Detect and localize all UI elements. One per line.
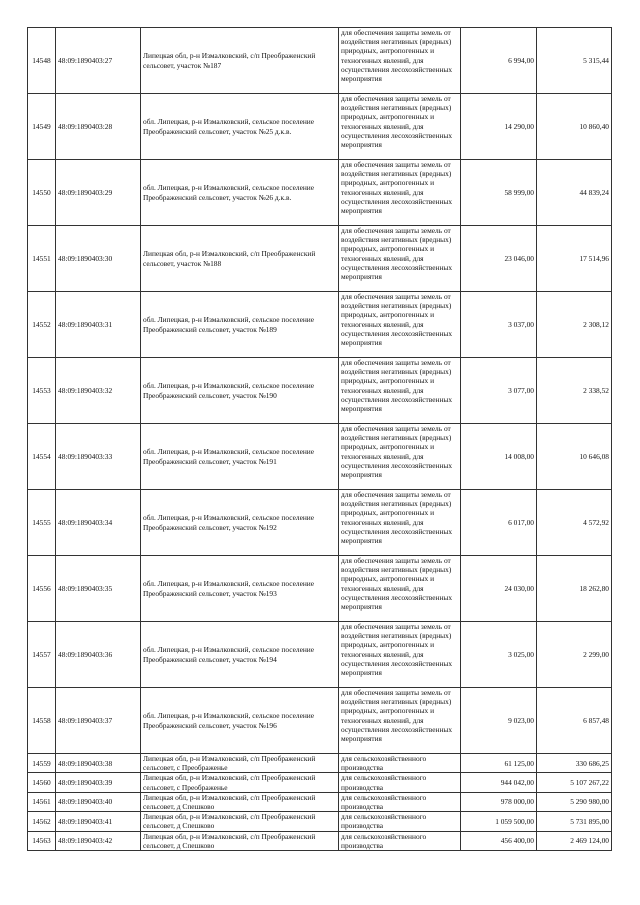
cadastral-number: 48:09:1890403:35: [58, 583, 113, 593]
table-row: [28, 424, 612, 490]
address: обл. Липецкая, р-н Измалковский, сельское поселение Преображенский сельсовет, участок №26 д.к.в.: [143, 183, 315, 202]
row-number: 14553: [32, 385, 51, 395]
cadastral-number-cell: [56, 773, 141, 792]
value-1: 3 077,00: [508, 385, 534, 395]
value-1: 6 994,00: [508, 55, 534, 65]
value-1-cell: [461, 226, 537, 292]
permitted-use-cell: [339, 754, 461, 773]
address: Липецкая обл, р-н Измалковский, с/п Преображенский сельсовет, д Спешково: [143, 792, 316, 812]
cadastral-number: 48:09:1890403:41: [58, 816, 113, 826]
row-number-cell: [28, 773, 56, 792]
row-number: 14558: [32, 715, 51, 725]
row-number-cell: [28, 28, 56, 94]
value-2: 5 731 895,00: [570, 816, 609, 826]
table-row: [28, 754, 612, 773]
table-body: [28, 28, 612, 851]
row-number: 14555: [32, 517, 51, 527]
address-cell: [141, 160, 339, 226]
row-number-cell: [28, 812, 56, 831]
cadastral-number-cell: [56, 831, 141, 850]
permitted-use: для обеспечения защиты земель от воздействия негативных (вредных) природных, антропогенных и техногенных явлений, для осуществления лесохозяйственных мероприятия: [341, 94, 453, 150]
cadastral-number-cell: [56, 28, 141, 94]
permitted-use: для обеспечения защиты земель от воздействия негативных (вредных) природных, антропогенных и техногенных явлений, для осуществления лесохозяйственных мероприятия: [341, 622, 453, 678]
address-cell: [141, 754, 339, 773]
value-2: 4 572,92: [583, 517, 609, 527]
row-number: 14562: [32, 816, 51, 826]
permitted-use: для сельскохозяйственного производства: [341, 773, 427, 792]
address: Липецкая обл, р-н Измалковский, с/п Преображенский сельсовет, с Преображенье: [143, 754, 316, 773]
permitted-use-cell: [339, 792, 461, 811]
address: обл. Липецкая, р-н Измалковский, сельское поселение Преображенский сельсовет, участок №192: [143, 513, 315, 532]
row-number: 14551: [32, 253, 51, 263]
value-1: 9 023,00: [508, 715, 534, 725]
value-2-cell: [537, 792, 612, 811]
address-cell: [141, 622, 339, 688]
table-row: [28, 292, 612, 358]
value-1-cell: [461, 28, 537, 94]
row-number: 14552: [32, 319, 51, 329]
value-1: 6 017,00: [508, 517, 534, 527]
row-number: 14561: [32, 797, 51, 807]
permitted-use: для сельскохозяйственного производства: [341, 754, 427, 773]
permitted-use: для обеспечения защиты земель от воздействия негативных (вредных) природных, антропогенных и техногенных явлений, для осуществления лесохозяйственных мероприятия: [341, 556, 453, 612]
value-2: 18 262,80: [579, 583, 609, 593]
row-number: 14548: [32, 55, 51, 65]
table-row: [28, 812, 612, 831]
permitted-use-cell: [339, 773, 461, 792]
cadastral-number: 48:09:1890403:31: [58, 319, 113, 329]
address-cell: [141, 792, 339, 811]
cadastral-number: 48:09:1890403:28: [58, 121, 113, 131]
address: Липецкая обл, р-н Измалковский, с/п Преображенский сельсовет, с Преображенье: [143, 773, 316, 792]
cadastral-number-cell: [56, 622, 141, 688]
table-row: [28, 688, 612, 754]
address-cell: [141, 556, 339, 622]
cadastral-number: 48:09:1890403:40: [58, 797, 113, 807]
table-row: [28, 556, 612, 622]
cadastral-number-cell: [56, 688, 141, 754]
value-2-cell: [537, 424, 612, 490]
permitted-use: для сельскохозяйственного производства: [341, 792, 427, 812]
value-1-cell: [461, 424, 537, 490]
value-1: 58 999,00: [504, 187, 534, 197]
permitted-use-cell: [339, 812, 461, 831]
value-2: 5 107 267,22: [570, 778, 609, 787]
value-1: 23 046,00: [504, 253, 534, 263]
row-number-cell: [28, 556, 56, 622]
permitted-use: для обеспечения защиты земель от воздействия негативных (вредных) природных, антропогенных и техногенных явлений, для осуществления лесохозяйственных мероприятия: [341, 226, 453, 282]
land-plots-table: [27, 27, 612, 851]
value-1: 944 042,00: [500, 778, 534, 787]
cadastral-number: 48:09:1890403:30: [58, 253, 113, 263]
address-cell: [141, 292, 339, 358]
cadastral-number-cell: [56, 812, 141, 831]
cadastral-number: 48:09:1890403:33: [58, 451, 113, 461]
address: обл. Липецкая, р-н Измалковский, сельское поселение Преображенский сельсовет, участок №25 д.к.в.: [143, 117, 315, 136]
row-number-cell: [28, 292, 56, 358]
cadastral-number-cell: [56, 754, 141, 773]
address-cell: [141, 226, 339, 292]
address: Липецкая обл, р-н Измалковский, с/п Преображенский сельсовет, участок №187: [143, 51, 316, 70]
cadastral-number-cell: [56, 490, 141, 556]
table-row: [28, 622, 612, 688]
value-1: 456 400,00: [500, 836, 534, 846]
row-number-cell: [28, 792, 56, 811]
value-2: 6 857,48: [583, 715, 609, 725]
row-number: 14550: [32, 187, 51, 197]
value-2-cell: [537, 754, 612, 773]
value-2: 330 686,25: [575, 758, 609, 768]
cadastral-number-cell: [56, 358, 141, 424]
address: обл. Липецкая, р-н Измалковский, сельское поселение Преображенский сельсовет, участок №189: [143, 315, 315, 334]
value-2: 10 646,08: [579, 451, 609, 461]
value-1-cell: [461, 792, 537, 811]
cadastral-number: 48:09:1890403:38: [58, 758, 113, 768]
address: обл. Липецкая, р-н Измалковский, сельское поселение Преображенский сельсовет, участок №194: [143, 645, 315, 664]
value-1-cell: [461, 160, 537, 226]
cadastral-number: 48:09:1890403:29: [58, 187, 113, 197]
address-cell: [141, 812, 339, 831]
address-cell: [141, 28, 339, 94]
value-1: 14 290,00: [504, 121, 534, 131]
permitted-use-cell: [339, 831, 461, 850]
address: Липецкая обл, р-н Измалковский, с/п Преображенский сельсовет, д Спешково: [143, 812, 316, 831]
address-cell: [141, 490, 339, 556]
value-2: 2 469 124,00: [570, 836, 609, 846]
row-number: 14563: [32, 836, 51, 846]
row-number: 14556: [32, 583, 51, 593]
permitted-use: для обеспечения защиты земель от воздействия негативных (вредных) природных, антропогенных и техногенных явлений, для осуществления лесохозяйственных мероприятия: [341, 490, 453, 546]
value-2-cell: [537, 773, 612, 792]
cadastral-number-cell: [56, 226, 141, 292]
value-2: 5 290 980,00: [570, 797, 609, 807]
address: Липецкая обл, р-н Измалковский, с/п Преображенский сельсовет, участок №188: [143, 249, 316, 268]
permitted-use-cell: [339, 160, 461, 226]
value-1-cell: [461, 812, 537, 831]
value-1-cell: [461, 754, 537, 773]
value-1: 3 037,00: [508, 319, 534, 329]
permitted-use: для обеспечения защиты земель от воздействия негативных (вредных) природных, антропогенных и техногенных явлений, для осуществления лесохозяйственных мероприятия: [341, 292, 453, 348]
address-cell: [141, 773, 339, 792]
value-1-cell: [461, 292, 537, 358]
cadastral-number: 48:09:1890403:27: [58, 55, 113, 65]
row-number-cell: [28, 358, 56, 424]
value-2-cell: [537, 490, 612, 556]
value-1-cell: [461, 94, 537, 160]
permitted-use-cell: [339, 28, 461, 94]
value-2-cell: [537, 622, 612, 688]
value-2-cell: [537, 94, 612, 160]
row-number-cell: [28, 688, 56, 754]
address-cell: [141, 94, 339, 160]
address: Липецкая обл, р-н Измалковский, с/п Преображенский сельсовет, д Спешково: [143, 831, 316, 850]
address-cell: [141, 424, 339, 490]
value-1-cell: [461, 556, 537, 622]
permitted-use: для сельскохозяйственного производства: [341, 831, 427, 850]
permitted-use-cell: [339, 556, 461, 622]
permitted-use-cell: [339, 622, 461, 688]
cadastral-number-cell: [56, 292, 141, 358]
address-cell: [141, 831, 339, 850]
table-row: [28, 160, 612, 226]
value-2-cell: [537, 556, 612, 622]
cadastral-number: 48:09:1890403:34: [58, 517, 113, 527]
permitted-use-cell: [339, 688, 461, 754]
table-row: [28, 792, 612, 811]
cadastral-number: 48:09:1890403:42: [58, 836, 113, 846]
row-number-cell: [28, 226, 56, 292]
row-number-cell: [28, 831, 56, 850]
row-number-cell: [28, 622, 56, 688]
address: обл. Липецкая, р-н Измалковский, сельское поселение Преображенский сельсовет, участок №196: [143, 711, 315, 730]
value-1-cell: [461, 358, 537, 424]
value-2: 2 299,00: [583, 649, 609, 659]
permitted-use: для обеспечения защиты земель от воздействия негативных (вредных) природных, антропогенных и техногенных явлений, для осуществления лесохозяйственных мероприятия: [341, 28, 453, 84]
table-row: [28, 28, 612, 94]
cadastral-number: 48:09:1890403:37: [58, 715, 113, 725]
value-1: 24 030,00: [504, 583, 534, 593]
value-2: 10 860,40: [579, 121, 609, 131]
row-number-cell: [28, 754, 56, 773]
value-1: 1 059 500,00: [495, 816, 534, 826]
value-1: 978 000,00: [500, 797, 534, 807]
permitted-use: для сельскохозяйственного производства: [341, 812, 427, 831]
table-row: [28, 226, 612, 292]
address-cell: [141, 688, 339, 754]
row-number: 14559: [32, 758, 51, 768]
value-2-cell: [537, 226, 612, 292]
cadastral-number-cell: [56, 160, 141, 226]
row-number: 14560: [32, 778, 51, 787]
address: обл. Липецкая, р-н Измалковский, сельское поселение Преображенский сельсовет, участок №193: [143, 579, 315, 598]
value-1-cell: [461, 490, 537, 556]
value-1: 3 025,00: [508, 649, 534, 659]
value-2: 44 839,24: [579, 187, 609, 197]
cadastral-number-cell: [56, 556, 141, 622]
permitted-use: для обеспечения защиты земель от воздействия негативных (вредных) природных, антропогенных и техногенных явлений, для осуществления лесохозяйственных мероприятия: [341, 688, 453, 744]
permitted-use-cell: [339, 94, 461, 160]
permitted-use-cell: [339, 490, 461, 556]
value-2: 2 308,12: [583, 319, 609, 329]
permitted-use-cell: [339, 424, 461, 490]
permitted-use: для обеспечения защиты земель от воздействия негативных (вредных) природных, антропогенных и техногенных явлений, для осуществления лесохозяйственных мероприятия: [341, 160, 453, 216]
permitted-use-cell: [339, 226, 461, 292]
document-page: [27, 27, 611, 851]
cadastral-number: 48:09:1890403:32: [58, 385, 113, 395]
cadastral-number-cell: [56, 94, 141, 160]
row-number: 14557: [32, 649, 51, 659]
row-number-cell: [28, 424, 56, 490]
permitted-use: для обеспечения защиты земель от воздействия негативных (вредных) природных, антропогенных и техногенных явлений, для осуществления лесохозяйственных мероприятия: [341, 424, 453, 480]
value-2-cell: [537, 812, 612, 831]
table-row: [28, 94, 612, 160]
cadastral-number: 48:09:1890403:36: [58, 649, 113, 659]
address-cell: [141, 358, 339, 424]
value-1-cell: [461, 773, 537, 792]
value-2-cell: [537, 160, 612, 226]
table-row: [28, 490, 612, 556]
address: обл. Липецкая, р-н Измалковский, сельское поселение Преображенский сельсовет, участок №191: [143, 447, 315, 466]
value-1-cell: [461, 688, 537, 754]
address: обл. Липецкая, р-н Измалковский, сельское поселение Преображенский сельсовет, участок №190: [143, 381, 315, 400]
value-1: 14 008,00: [504, 451, 534, 461]
value-2-cell: [537, 831, 612, 850]
value-1-cell: [461, 622, 537, 688]
value-1: 61 125,00: [504, 758, 534, 768]
table-row: [28, 358, 612, 424]
row-number: 14554: [32, 451, 51, 461]
row-number-cell: [28, 160, 56, 226]
row-number: 14549: [32, 121, 51, 131]
permitted-use-cell: [339, 358, 461, 424]
value-2: 2 338,52: [583, 385, 609, 395]
value-2-cell: [537, 28, 612, 94]
cadastral-number: 48:09:1890403:39: [58, 778, 113, 787]
value-2: 5 315,44: [583, 55, 609, 65]
row-number-cell: [28, 94, 56, 160]
value-2-cell: [537, 688, 612, 754]
value-2-cell: [537, 358, 612, 424]
cadastral-number-cell: [56, 792, 141, 811]
value-2: 17 514,96: [579, 253, 609, 263]
value-2-cell: [537, 292, 612, 358]
table-row: [28, 831, 612, 850]
cadastral-number-cell: [56, 424, 141, 490]
permitted-use: для обеспечения защиты земель от воздействия негативных (вредных) природных, антропогенных и техногенных явлений, для осуществления лесохозяйственных мероприятия: [341, 358, 453, 414]
value-1-cell: [461, 831, 537, 850]
row-number-cell: [28, 490, 56, 556]
table-row: [28, 773, 612, 792]
permitted-use-cell: [339, 292, 461, 358]
